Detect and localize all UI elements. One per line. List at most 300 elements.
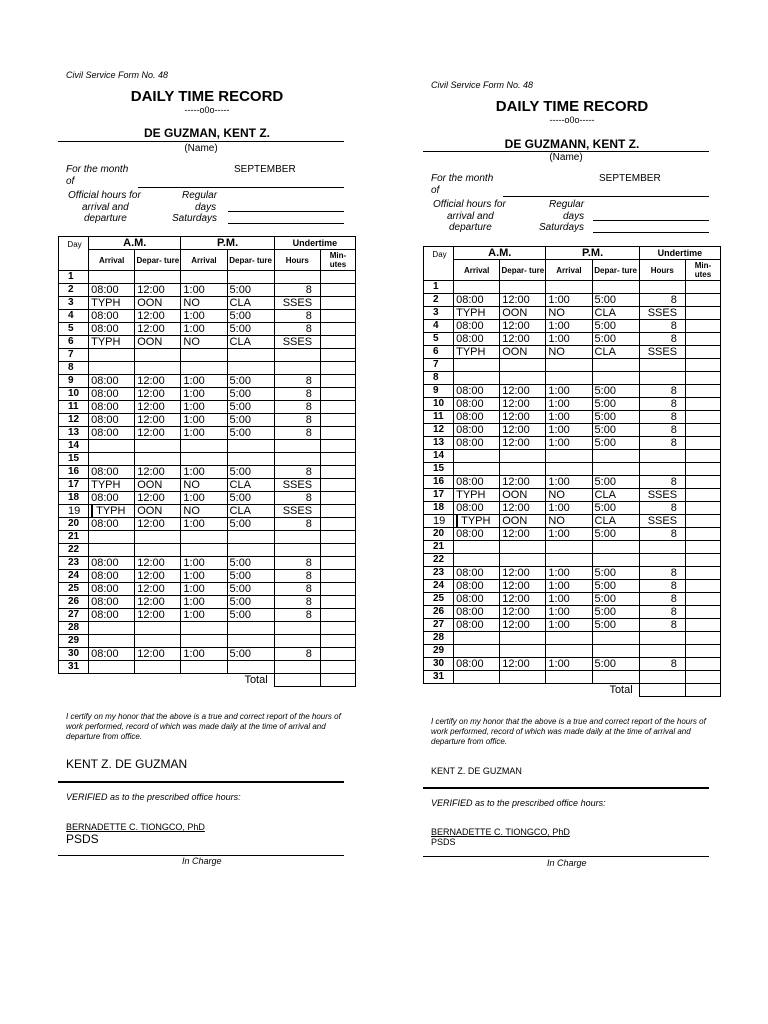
- table-row: [424, 307, 721, 320]
- minutes-cell: [685, 385, 720, 398]
- am-departure-cell: [500, 632, 546, 645]
- day-cell: 8: [59, 362, 89, 375]
- table-row: [424, 320, 721, 333]
- am-arrival-cell: 08:00: [89, 388, 135, 401]
- am-arrival-cell: [89, 440, 135, 453]
- hours-cell: 8: [274, 583, 320, 596]
- minutes-cell: [320, 297, 355, 310]
- official-hours-label-2: arrival and: [447, 211, 494, 222]
- incharge-line: [423, 856, 709, 857]
- am-arrival-cell: 08:00: [89, 609, 135, 622]
- pm-arrival-cell: 1:00: [181, 284, 227, 297]
- form-number: Civil Service Form No. 48: [66, 70, 169, 80]
- table-row: [59, 427, 356, 440]
- am-arrival-cell: 08:00: [454, 619, 500, 632]
- hours-cell: 8: [274, 648, 320, 661]
- employee-name: DE GUZMAN, KENT Z.: [144, 126, 270, 140]
- pm-arrival-cell: NO: [546, 307, 592, 320]
- pm-arrival-cell: 1:00: [546, 437, 592, 450]
- day-cell: 23: [424, 567, 454, 580]
- month-label-of: of: [431, 185, 440, 196]
- hours-cell: [274, 362, 320, 375]
- name-label: (Name): [549, 152, 583, 163]
- day-cell: 12: [424, 424, 454, 437]
- day-cell: 5: [424, 333, 454, 346]
- hours-cell: 8: [639, 593, 685, 606]
- hours-cell: 8: [639, 437, 685, 450]
- pm-arrival-cell: 1:00: [546, 320, 592, 333]
- supervisor-name: BERNADETTE C. TIONGCO, PhD: [431, 827, 570, 837]
- table-row: [59, 414, 356, 427]
- am-departure-cell: 12:00: [135, 375, 181, 388]
- minutes-cell: [685, 320, 720, 333]
- minutes-cell: [685, 489, 720, 502]
- hours-cell: 8: [639, 619, 685, 632]
- pm-arrival-cell: 1:00: [546, 333, 592, 346]
- total-row: [59, 674, 356, 687]
- hours-cell: 8: [274, 518, 320, 531]
- hours-cell: 8: [639, 502, 685, 515]
- hours-cell: 8: [274, 401, 320, 414]
- table-row: [59, 635, 356, 648]
- hours-cell: [274, 544, 320, 557]
- day-cell: 7: [424, 359, 454, 372]
- pm-departure-cell: 5:00: [227, 609, 274, 622]
- hours-cell: 8: [639, 567, 685, 580]
- pm-departure-cell: 5:00: [592, 528, 639, 541]
- am-arrival-cell: [89, 505, 135, 518]
- hours-cell: 8: [639, 606, 685, 619]
- am-arrival-cell: TYPH: [454, 489, 500, 502]
- pm-departure-cell: CLA: [227, 297, 274, 310]
- am-departure-cell: [135, 453, 181, 466]
- in-charge-label: In Charge: [547, 858, 587, 868]
- pm-departure-cell: 5:00: [592, 424, 639, 437]
- day-cell: 20: [59, 518, 89, 531]
- am-departure-cell: 12:00: [500, 502, 546, 515]
- pm-arrival-header: Arrival: [546, 260, 592, 281]
- hours-cell: 8: [274, 310, 320, 323]
- table-row: [424, 528, 721, 541]
- minutes-header: Min- utes: [320, 250, 355, 271]
- minutes-cell: [320, 388, 355, 401]
- name-label: (Name): [184, 143, 218, 154]
- hours-cell: 8: [639, 385, 685, 398]
- am-departure-cell: 12:00: [500, 476, 546, 489]
- pm-departure-cell: CLA: [592, 307, 639, 320]
- month-line: [503, 196, 709, 197]
- minutes-cell: [685, 372, 720, 385]
- minutes-cell: [320, 544, 355, 557]
- minutes-cell: [685, 450, 720, 463]
- dtr-form-left: [58, 70, 356, 870]
- day-cell: 30: [59, 648, 89, 661]
- pm-arrival-cell: [181, 531, 227, 544]
- am-arrival-cell: 08:00: [89, 596, 135, 609]
- am-arrival-cell: 08:00: [454, 580, 500, 593]
- pm-arrival-cell: [546, 281, 592, 294]
- supervisor-title: PSDS: [431, 837, 456, 847]
- minutes-cell: [320, 323, 355, 336]
- pm-departure-header: Depar- ture: [592, 260, 639, 281]
- am-departure-cell: 12:00: [500, 528, 546, 541]
- hours-cell: [639, 463, 685, 476]
- minutes-cell: [685, 437, 720, 450]
- day-cell: 3: [59, 297, 89, 310]
- day-cell: 3: [424, 307, 454, 320]
- minutes-cell: [685, 671, 720, 684]
- hours-cell: 8: [274, 388, 320, 401]
- day-cell: 8: [424, 372, 454, 385]
- am-departure-cell: [135, 635, 181, 648]
- pm-arrival-cell: NO: [181, 505, 227, 518]
- day-cell: 15: [424, 463, 454, 476]
- total-label: Total: [244, 674, 268, 687]
- minutes-cell: [685, 294, 720, 307]
- pm-departure-header: Depar- ture: [227, 250, 274, 271]
- table-row: [59, 401, 356, 414]
- am-arrival-cell: 08:00: [89, 492, 135, 505]
- pm-arrival-cell: 1:00: [546, 580, 592, 593]
- table-row: [424, 398, 721, 411]
- header-row-sub: [424, 260, 721, 281]
- pm-departure-cell: 5:00: [227, 570, 274, 583]
- table-row: [59, 323, 356, 336]
- minutes-cell: [320, 362, 355, 375]
- minutes-cell: [685, 463, 720, 476]
- pm-arrival-cell: 1:00: [546, 658, 592, 671]
- hours-cell: 8: [274, 414, 320, 427]
- hours-cell: 8: [639, 294, 685, 307]
- am-arrival-cell: [89, 453, 135, 466]
- minutes-cell: [685, 346, 720, 359]
- am-departure-cell: 12:00: [500, 606, 546, 619]
- day-cell: 24: [59, 570, 89, 583]
- hours-cell: SSES: [639, 515, 685, 528]
- pm-departure-cell: [227, 544, 274, 557]
- am-arrival-cell: [454, 554, 500, 567]
- minutes-cell: [685, 632, 720, 645]
- table-row: [59, 310, 356, 323]
- am-arrival-value: TYPH: [456, 515, 490, 527]
- am-departure-cell: 12:00: [135, 310, 181, 323]
- hours-cell: [639, 645, 685, 658]
- hours-cell: [639, 554, 685, 567]
- minutes-cell: [685, 476, 720, 489]
- hours-cell: [274, 531, 320, 544]
- table-row: [424, 632, 721, 645]
- regular-label: Regular: [182, 190, 218, 201]
- title-separator: -----o0o-----: [184, 105, 230, 115]
- am-arrival-cell: 08:00: [454, 528, 500, 541]
- am-arrival-cell: 08:00: [89, 557, 135, 570]
- pm-departure-cell: 5:00: [227, 284, 274, 297]
- pm-arrival-cell: [546, 372, 592, 385]
- total-label: Total: [609, 684, 633, 697]
- day-cell: 31: [424, 671, 454, 684]
- hours-cell: 8: [639, 528, 685, 541]
- days-label: days: [563, 211, 585, 222]
- day-header: Day: [424, 247, 454, 281]
- hours-header: Hours: [274, 250, 320, 271]
- pm-arrival-cell: 1:00: [181, 401, 227, 414]
- saturdays-line: [593, 232, 709, 233]
- hours-cell: 8: [274, 284, 320, 297]
- minutes-cell: [320, 453, 355, 466]
- table-row: [59, 557, 356, 570]
- hours-cell: [274, 349, 320, 362]
- am-arrival-cell: 08:00: [89, 284, 135, 297]
- pm-departure-cell: 5:00: [227, 492, 274, 505]
- total-row: [424, 684, 721, 697]
- table-row: [424, 411, 721, 424]
- hours-cell: SSES: [274, 479, 320, 492]
- am-departure-cell: [135, 531, 181, 544]
- am-departure-cell: [500, 281, 546, 294]
- am-arrival-cell: [89, 544, 135, 557]
- am-arrival-cell: 08:00: [454, 424, 500, 437]
- pm-departure-cell: 5:00: [592, 580, 639, 593]
- hours-cell: 8: [639, 411, 685, 424]
- table-row: [59, 336, 356, 349]
- pm-arrival-cell: 1:00: [181, 323, 227, 336]
- table-row: [424, 489, 721, 502]
- am-arrival-cell: [454, 372, 500, 385]
- saturdays-line: [228, 223, 344, 224]
- pm-departure-cell: 5:00: [592, 320, 639, 333]
- am-arrival-cell: 08:00: [454, 658, 500, 671]
- am-arrival-cell: 08:00: [89, 518, 135, 531]
- hours-cell: [274, 440, 320, 453]
- am-departure-cell: [135, 349, 181, 362]
- am-departure-cell: OON: [500, 489, 546, 502]
- minutes-cell: [320, 583, 355, 596]
- am-departure-cell: 12:00: [135, 323, 181, 336]
- am-arrival-cell: [454, 463, 500, 476]
- minutes-cell: [320, 635, 355, 648]
- am-departure-cell: 12:00: [135, 583, 181, 596]
- am-arrival-cell: [89, 531, 135, 544]
- pm-arrival-cell: NO: [546, 515, 592, 528]
- table-row: [59, 375, 356, 388]
- pm-arrival-cell: NO: [181, 297, 227, 310]
- pm-arrival-cell: 1:00: [546, 424, 592, 437]
- day-cell: 5: [59, 323, 89, 336]
- am-departure-cell: [500, 671, 546, 684]
- minutes-cell: [320, 440, 355, 453]
- saturdays-label: Saturdays: [172, 213, 218, 224]
- pm-departure-cell: CLA: [592, 346, 639, 359]
- pm-arrival-cell: 1:00: [181, 492, 227, 505]
- pm-departure-cell: [227, 661, 274, 674]
- am-departure-cell: 12:00: [500, 424, 546, 437]
- pm-departure-cell: [592, 281, 639, 294]
- pm-departure-cell: 5:00: [227, 518, 274, 531]
- pm-arrival-cell: 1:00: [181, 648, 227, 661]
- pm-departure-cell: 5:00: [592, 502, 639, 515]
- minutes-cell: [320, 648, 355, 661]
- day-cell: 1: [424, 281, 454, 294]
- pm-departure-cell: [227, 453, 274, 466]
- day-cell: 13: [59, 427, 89, 440]
- table-row: [424, 606, 721, 619]
- pm-departure-cell: 5:00: [227, 427, 274, 440]
- am-departure-cell: [135, 622, 181, 635]
- pm-arrival-cell: [181, 453, 227, 466]
- pm-departure-cell: [592, 372, 639, 385]
- minutes-cell: [320, 557, 355, 570]
- am-arrival-cell: [89, 349, 135, 362]
- header-row-top: [59, 237, 356, 250]
- am-departure-cell: 12:00: [135, 609, 181, 622]
- am-arrival-cell: 08:00: [89, 310, 135, 323]
- pm-departure-cell: CLA: [592, 515, 639, 528]
- table-row: [424, 619, 721, 632]
- pm-arrival-cell: [546, 671, 592, 684]
- am-arrival-cell: 08:00: [454, 398, 500, 411]
- am-departure-cell: 12:00: [500, 580, 546, 593]
- hours-cell: 8: [274, 492, 320, 505]
- pm-arrival-cell: 1:00: [181, 596, 227, 609]
- am-departure-cell: OON: [135, 297, 181, 310]
- pm-departure-cell: 5:00: [227, 375, 274, 388]
- am-departure-cell: [500, 645, 546, 658]
- am-arrival-cell: [89, 362, 135, 375]
- pm-departure-cell: 5:00: [592, 385, 639, 398]
- pm-departure-cell: 5:00: [227, 310, 274, 323]
- hours-cell: [639, 541, 685, 554]
- table-row: [424, 671, 721, 684]
- pm-departure-cell: 5:00: [592, 476, 639, 489]
- table-row: [59, 492, 356, 505]
- am-arrival-cell: 08:00: [454, 476, 500, 489]
- pm-arrival-cell: NO: [181, 336, 227, 349]
- day-cell: 18: [424, 502, 454, 515]
- minutes-cell: [685, 541, 720, 554]
- minutes-cell: [320, 375, 355, 388]
- table-row: [424, 658, 721, 671]
- hours-cell: SSES: [274, 297, 320, 310]
- am-departure-header: Depar- ture: [500, 260, 546, 281]
- table-row: [59, 518, 356, 531]
- table-row: [59, 596, 356, 609]
- am-arrival-cell: [454, 671, 500, 684]
- pm-arrival-cell: [546, 632, 592, 645]
- table-row: [424, 541, 721, 554]
- pm-arrival-cell: 1:00: [181, 583, 227, 596]
- hours-header: Hours: [639, 260, 685, 281]
- pm-arrival-cell: 1:00: [181, 466, 227, 479]
- regular-label: Regular: [549, 199, 585, 210]
- am-arrival-cell: [454, 359, 500, 372]
- minutes-cell: [320, 661, 355, 674]
- table-row: [59, 583, 356, 596]
- table-row: [424, 359, 721, 372]
- am-arrival-cell: [89, 622, 135, 635]
- pm-arrival-cell: 1:00: [546, 385, 592, 398]
- pm-arrival-cell: [546, 450, 592, 463]
- am-arrival-value: TYPH: [91, 505, 125, 517]
- am-arrival-cell: TYPH: [89, 479, 135, 492]
- hours-cell: SSES: [274, 336, 320, 349]
- minutes-cell: [320, 271, 355, 284]
- pm-departure-cell: 5:00: [592, 294, 639, 307]
- day-header: Day: [59, 237, 89, 271]
- pm-arrival-cell: NO: [546, 346, 592, 359]
- minutes-cell: [320, 466, 355, 479]
- am-arrival-cell: [454, 645, 500, 658]
- pm-arrival-cell: 1:00: [546, 502, 592, 515]
- table-row: [59, 349, 356, 362]
- am-arrival-cell: 08:00: [89, 648, 135, 661]
- am-departure-cell: 12:00: [500, 411, 546, 424]
- day-cell: 16: [424, 476, 454, 489]
- minutes-cell: [685, 645, 720, 658]
- am-arrival-cell: 08:00: [454, 437, 500, 450]
- signatory-name: KENT Z. DE GUZMAN: [431, 766, 522, 776]
- pm-arrival-cell: 1:00: [546, 398, 592, 411]
- table-row: [424, 554, 721, 567]
- official-hours-label: Official hours for: [68, 190, 141, 201]
- am-arrival-cell: 08:00: [454, 320, 500, 333]
- supervisor-name: BERNADETTE C. TIONGCO, PhD: [66, 822, 205, 832]
- pm-departure-cell: 5:00: [592, 437, 639, 450]
- hours-cell: [639, 281, 685, 294]
- table-row: [424, 502, 721, 515]
- am-arrival-header: Arrival: [454, 260, 500, 281]
- minutes-cell: [320, 479, 355, 492]
- month-label: For the month: [66, 164, 129, 175]
- days-line: [228, 211, 344, 212]
- pm-arrival-cell: [546, 541, 592, 554]
- month-label-of: of: [66, 176, 75, 187]
- pm-departure-cell: 5:00: [227, 466, 274, 479]
- table-row: [59, 271, 356, 284]
- am-arrival-cell: 08:00: [89, 323, 135, 336]
- pm-arrival-cell: [181, 544, 227, 557]
- hours-cell: 8: [639, 424, 685, 437]
- table-row: [424, 372, 721, 385]
- table-row: [424, 294, 721, 307]
- day-cell: 25: [59, 583, 89, 596]
- hours-cell: 8: [639, 658, 685, 671]
- pm-departure-cell: 5:00: [592, 606, 639, 619]
- minutes-cell: [320, 401, 355, 414]
- pm-departure-cell: [227, 271, 274, 284]
- hours-cell: 8: [274, 570, 320, 583]
- am-departure-cell: 12:00: [135, 557, 181, 570]
- day-cell: 28: [424, 632, 454, 645]
- minutes-cell: [685, 606, 720, 619]
- hours-cell: [274, 271, 320, 284]
- pm-departure-cell: [227, 362, 274, 375]
- am-departure-cell: [135, 661, 181, 674]
- minutes-cell: [320, 505, 355, 518]
- am-departure-cell: 12:00: [135, 401, 181, 414]
- day-cell: 14: [424, 450, 454, 463]
- pm-departure-cell: [227, 349, 274, 362]
- day-cell: 11: [424, 411, 454, 424]
- pm-arrival-header: Arrival: [181, 250, 227, 271]
- am-departure-cell: 12:00: [500, 593, 546, 606]
- pm-departure-cell: 5:00: [592, 593, 639, 606]
- pm-arrival-cell: NO: [546, 489, 592, 502]
- table-row: [59, 570, 356, 583]
- minutes-cell: [320, 492, 355, 505]
- am-departure-cell: 12:00: [135, 414, 181, 427]
- pm-departure-cell: [227, 531, 274, 544]
- minutes-header: Min- utes: [685, 260, 720, 281]
